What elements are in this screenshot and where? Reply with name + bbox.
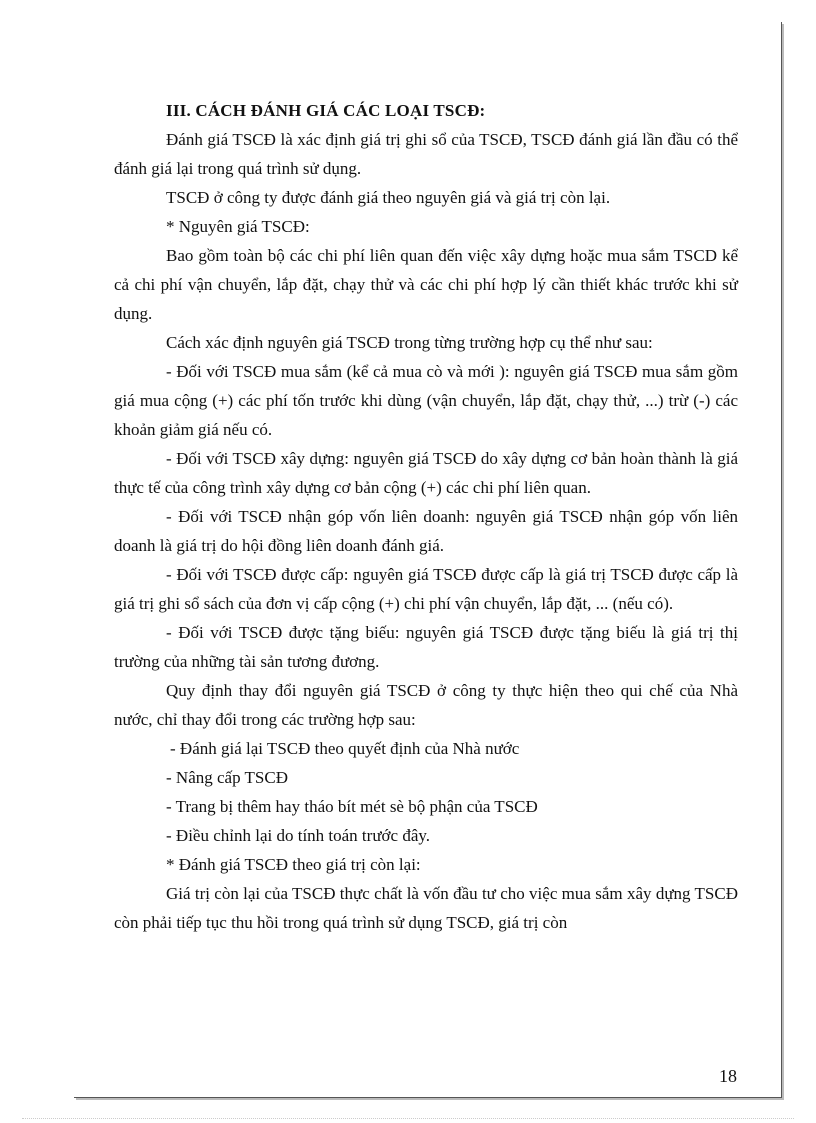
paragraph-original-cost-definition: Bao gồm toàn bộ các chi phí liên quan đến việc xây dựng hoặc mua sắm TSCD kể cả chi phí vận chuyển, lắp đặt, chạy thử và các chi phí hợp lý cần thiết khác trước khi sử dụng. <box>114 246 738 323</box>
page-divider <box>22 1118 794 1119</box>
list-item-joint-venture: - Đối với TSCĐ nhận góp vốn liên doanh: nguyên giá TSCĐ nhận góp vốn liên doanh là giá trị do hội đồng liên doanh đánh giá. <box>114 507 738 555</box>
list-item-donated: - Đối với TSCĐ được tặng biếu: nguyên giá TSCĐ được tặng biếu là giá trị thị trường của những tài sản tương đương. <box>114 623 738 671</box>
document-body <box>114 96 738 937</box>
paragraph-regulation: Quy định thay đổi nguyên giá TSCĐ ở công ty thực hiện theo qui chế của Nhà nước, chỉ thay đổi trong các trường hợp sau: <box>114 681 738 729</box>
list-item-constructed: - Đối với TSCĐ xây dựng: nguyên giá TSCĐ do xây dựng cơ bản hoàn thành là giá thực tế của công trình xây dựng cơ bản cộng (+) các chi phí liên quan. <box>114 449 738 497</box>
subheading-original-cost: * Nguyên giá TSCĐ: <box>166 217 310 236</box>
section-heading: III. CÁCH ĐÁNH GIÁ CÁC LOẠI TSCĐ: <box>166 101 486 120</box>
list-item-revaluation: - Đánh giá lại TSCĐ theo quyết định của Nhà nước <box>170 739 520 758</box>
subheading-residual-value: * Đánh giá TSCĐ theo giá trị còn lại: <box>166 855 421 874</box>
list-item-add-remove-parts: - Trang bị thêm hay tháo bít mét sè bộ phận của TSCĐ <box>166 797 538 816</box>
paragraph-valuation-basis: TSCĐ ở công ty được đánh giá theo nguyên giá và giá trị còn lại. <box>166 188 611 207</box>
list-item-allocated: - Đối với TSCĐ được cấp: nguyên giá TSCĐ được cấp là giá trị TSCĐ được cấp là giá trị ghi sổ sách của đơn vị cấp cộng (+) chi phí vận chuyển, lắp đặt, ... (nếu có). <box>114 565 738 613</box>
paragraph-definition: Đánh giá TSCĐ là xác định giá trị ghi sổ của TSCĐ, TSCĐ đánh giá lần đầu có thể đánh giá lại trong quá trình sử dụng. <box>114 130 738 178</box>
list-item-adjustment: - Điều chỉnh lại do tính toán trước đây. <box>166 826 431 845</box>
paragraph-determination-intro: Cách xác định nguyên giá TSCĐ trong từng trường hợp cụ thể như sau: <box>166 333 653 352</box>
page-number: 18 <box>719 1066 737 1086</box>
list-item-purchased: - Đối với TSCĐ mua sắm (kể cả mua cò và mới ): nguyên giá TSCĐ mua sắm gồm giá mua cộng (+) các phí tốn trước khi dùng (vận chuyển, lắp đặt, chạy thử, ...) trừ (-) các khoản giảm giá nếu có. <box>114 362 738 439</box>
list-item-upgrade: - Nâng cấp TSCĐ <box>166 768 288 787</box>
paragraph-residual-value: Giá trị còn lại của TSCĐ thực chất là vốn đầu tư cho việc mua sắm xây dựng TSCĐ còn phải tiếp tục thu hồi trong quá trình sử dụng TSCĐ, giá trị còn <box>114 884 738 932</box>
